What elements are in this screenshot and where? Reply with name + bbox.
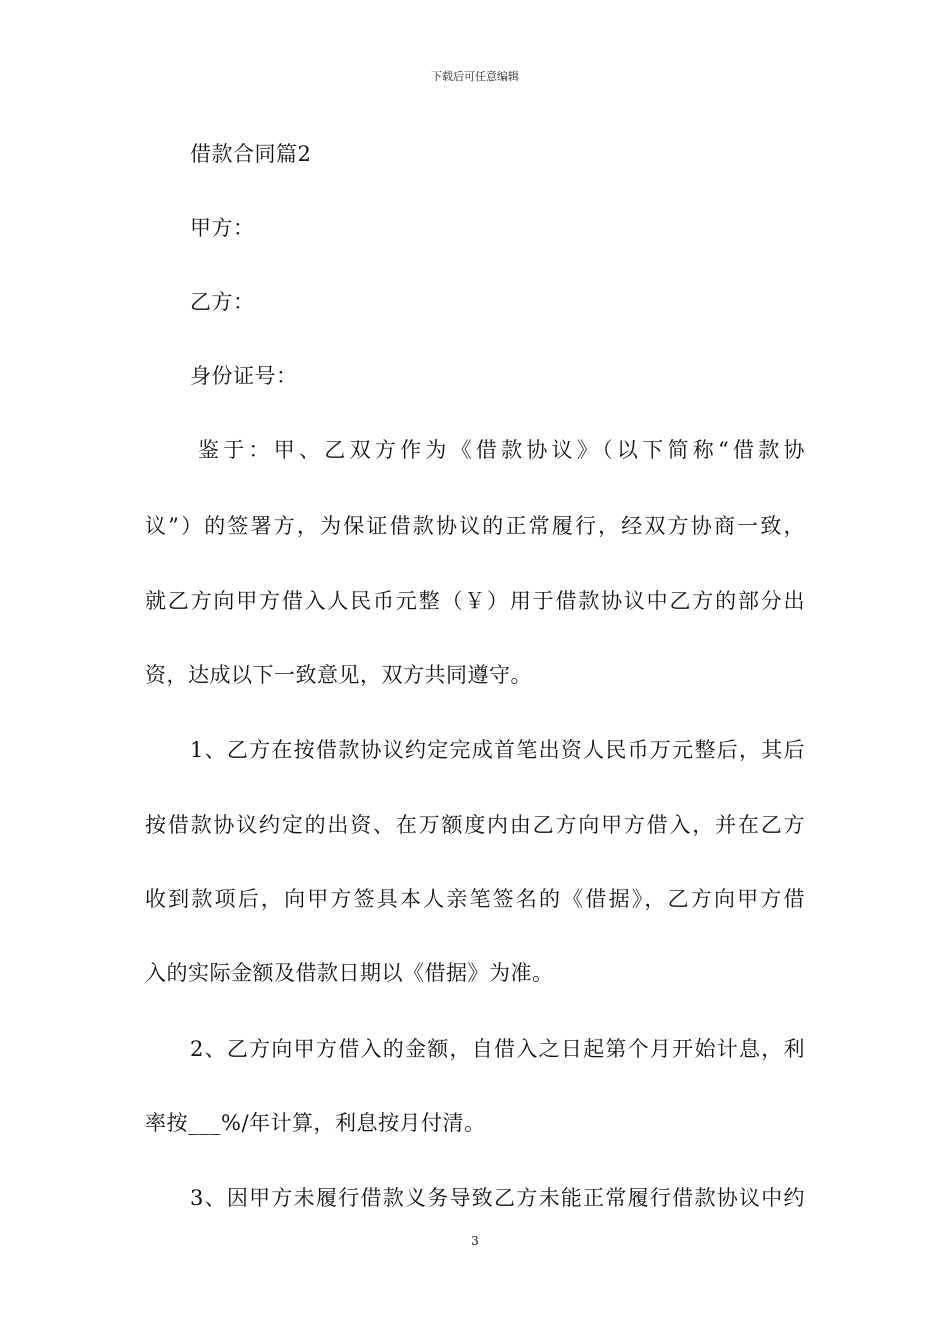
- header-note: 下载后可任意编辑: [431, 70, 519, 83]
- clause-1-line-2: 按借款协议约定的出资、在万额度内由乙方向甲方借入，并在乙方: [145, 813, 805, 837]
- para-intro-line-2: 议”）的签署方，为保证借款协议的正常履行，经双方协商一致，: [145, 514, 805, 538]
- id-number-label: 身份证号：: [190, 364, 298, 388]
- clause-2-line-1: 2、乙方向甲方借入的金额，自借入之日起第个月开始计息，利: [190, 1037, 805, 1061]
- clause-1-line-3: 收到款项后，向甲方签具本人亲笔签名的《借据》，乙方向甲方借: [145, 887, 805, 911]
- page-number: 3: [471, 1234, 479, 1248]
- para-intro-line-3: 就乙方向甲方借入人民币元整（￥）用于借款协议中乙方的部分出: [145, 589, 805, 613]
- party-b-label: 乙方：: [190, 290, 255, 314]
- clause-2-line-2: 率按___%/年计算，利息按月付清。: [145, 1111, 486, 1135]
- clause-1-line-4: 入的实际金额及借款日期以《借据》为准。: [145, 961, 554, 985]
- party-a-label: 甲方：: [190, 216, 255, 240]
- clause-1-line-1: 1、乙方在按借款协议约定完成首笔出资人民币万元整后，其后: [190, 738, 805, 762]
- para-intro-line-4: 资，达成以下一致意见，双方共同遵守。: [145, 663, 532, 687]
- document-title: 借款合同篇2: [190, 142, 312, 166]
- clause-3-line-1: 3、因甲方未履行借款义务导致乙方未能正常履行借款协议中约: [190, 1186, 805, 1210]
- para-intro-line-1: 鉴于：甲、乙双方作为《借款协议》（以下简称“借款协: [198, 438, 805, 462]
